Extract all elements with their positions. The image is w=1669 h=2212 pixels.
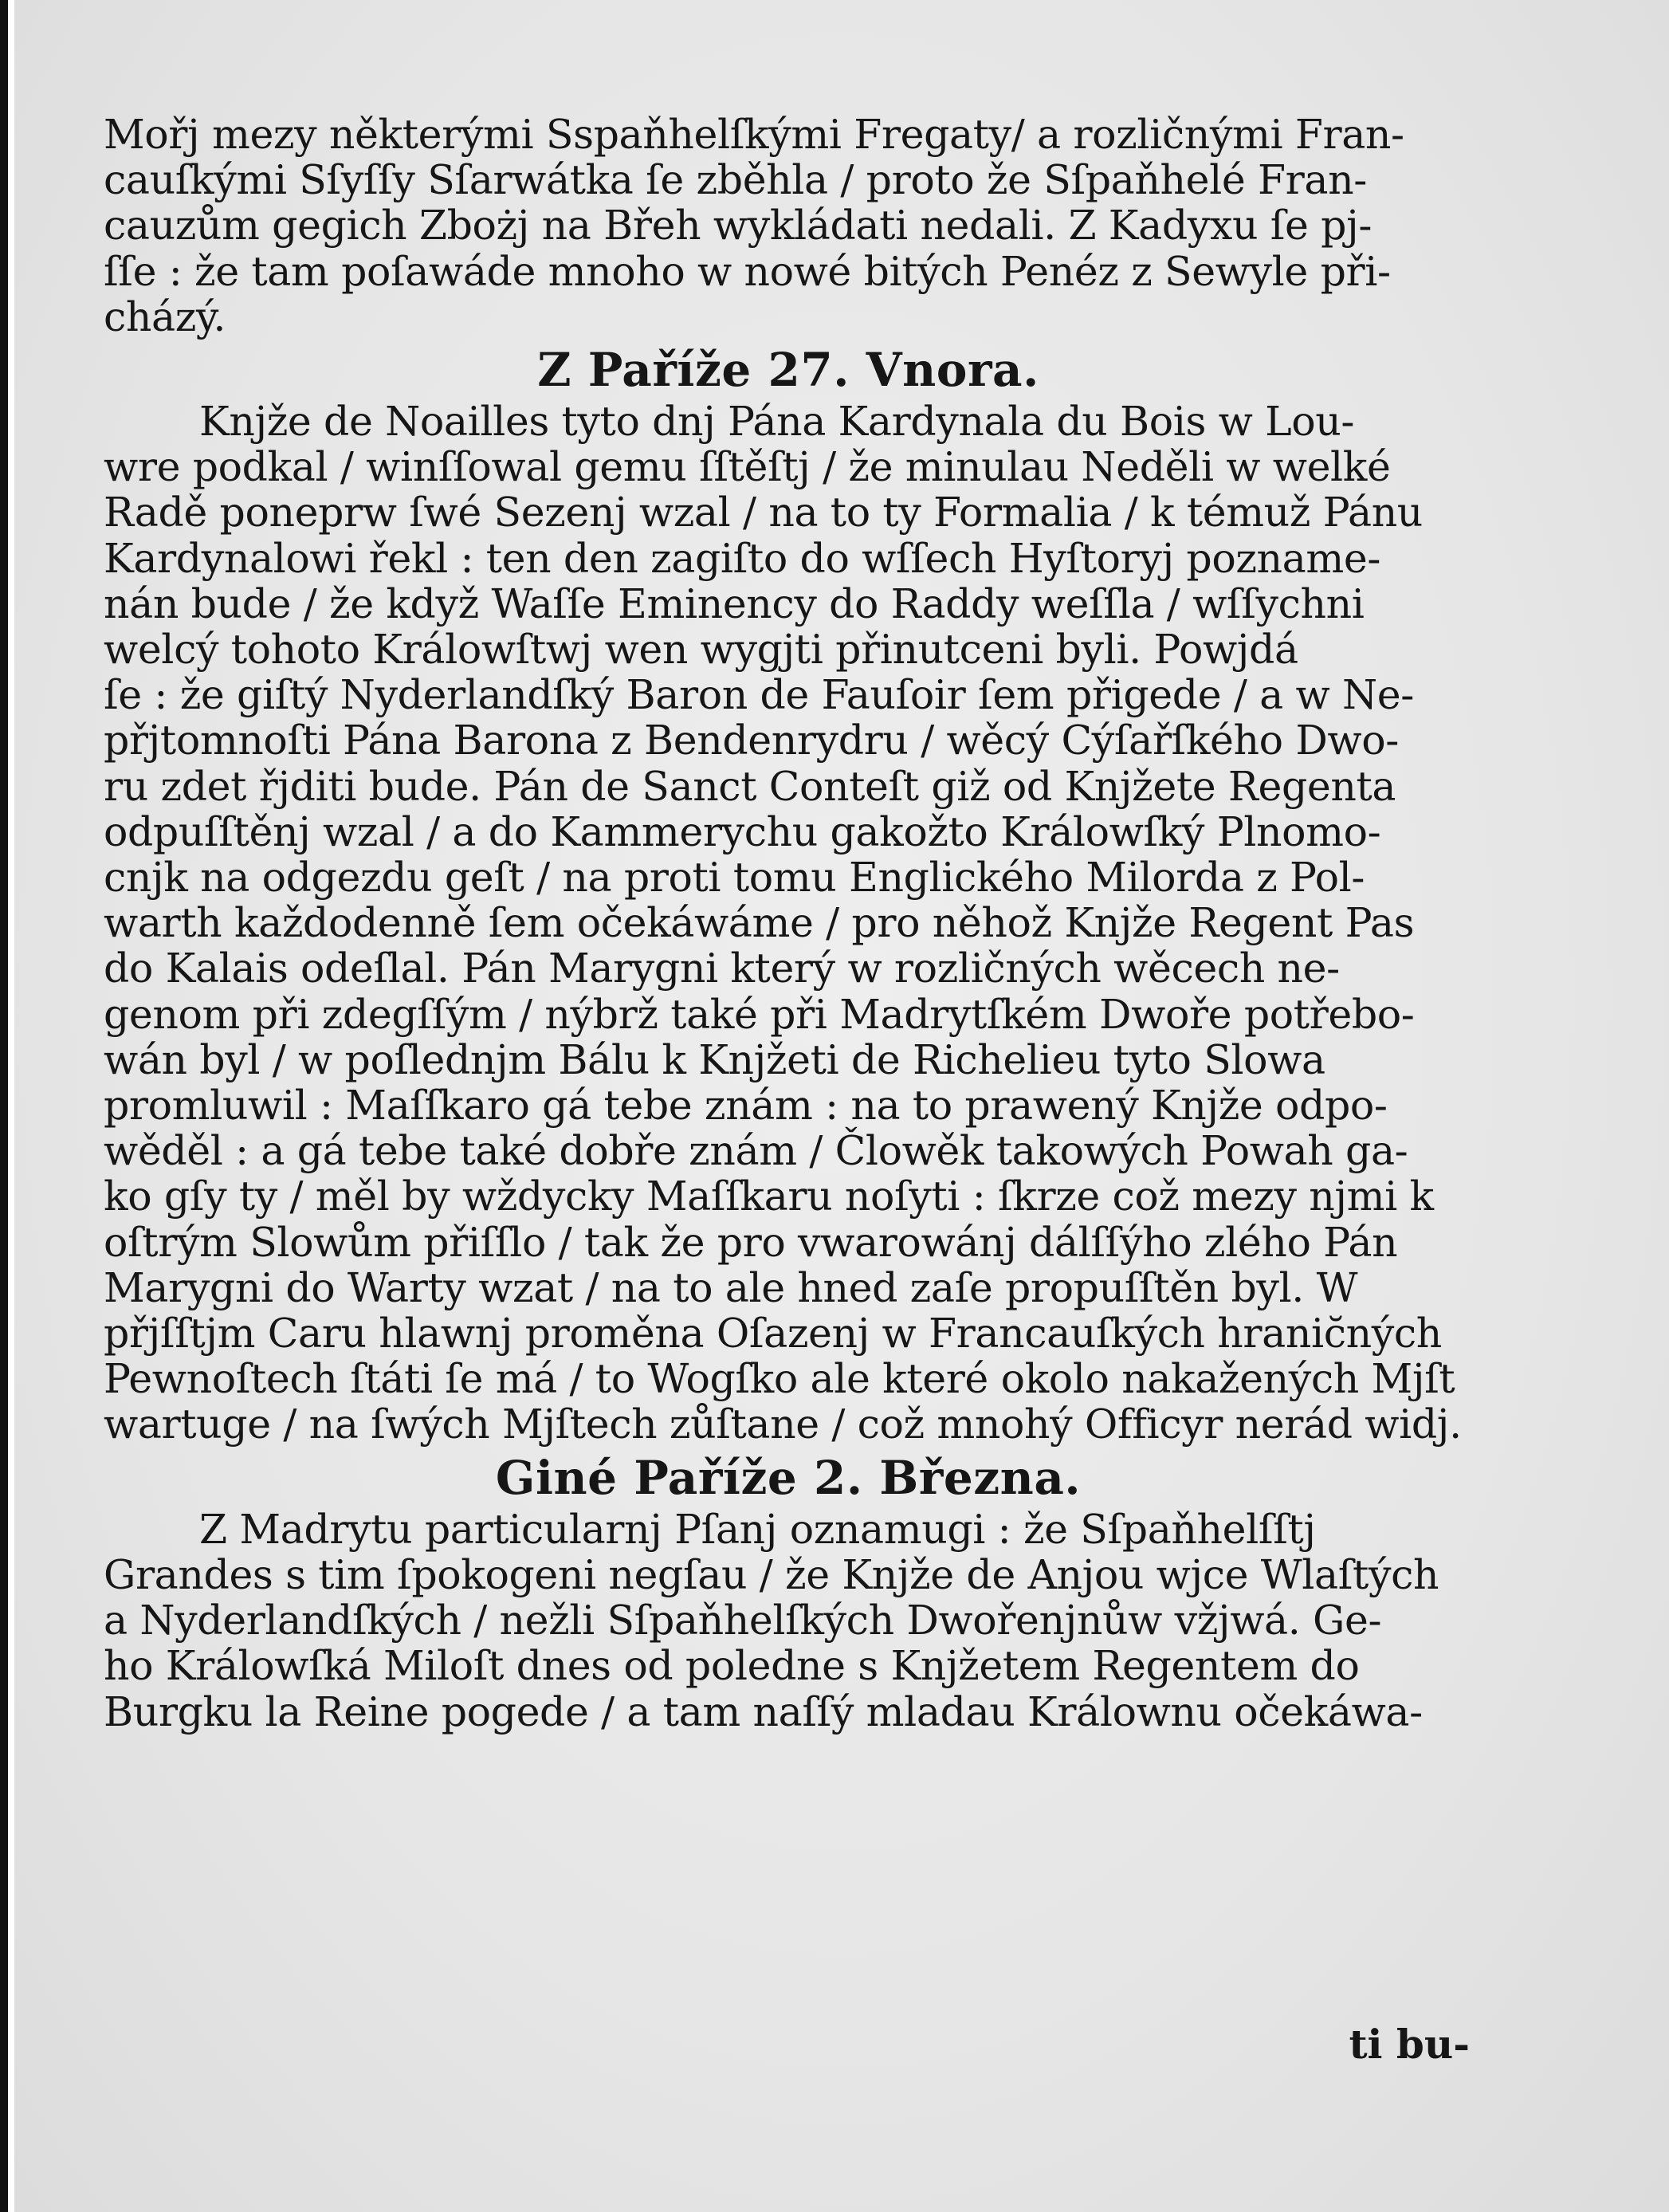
catchword: ti bu- <box>1349 2021 1470 2068</box>
paragraph-ships-news: Mořj mezy některými Sspaňhelſkými Fregaty/ a rozličnými Fran- cauſkými Sſyſſy Sſarwátka ſe zběhla / proto že Sſpaňhelé Fran- cauzům gegich Zbożj na Břeh wykládati nedali. Z Kadyxu ſe pj- ſſe : že tam poſawáde mnoho w nowé bitých Penéz z Sewyle při- cházý. <box>104 111 1404 340</box>
page-body <box>104 112 1473 1735</box>
paragraph-paris-court-news: Knjže de Noailles tyto dnj Pána Kardynala du Bois w Lou- wre podkal / winſſowal gemu ſſtěſtj / že minulau Neděli w welké Radě poneprw ſwé Sezenj wzal / na to ty Formalia / k témuž Pánu Kardynalowi řekl : ten den zagiſto do wſſech Hyſtoryj pozname- nán bude / že když Waſſe Eminency do Raddy weſſla / wſſychni welcý tohoto Králowſtwj wen wygjti přinutceni byli. Powjdá ſe : že giſtý Nyderlandſký Baron de Fauſoir ſem přigede / a w Ne- přjtomnoſti Pána Barona z Bendenrydru / wěcý Cýſařſkého Dwo- ru zdet řjditi bude. Pán de Sanct Conteſt giž od Knjžete Regenta odpuſſtěnj wzal / a do Kammerychu gakožto Králowſký Plnomo- cnjk na odgezdu geſt / na proti tomu Englického Milorda z Pol- warth každodenně ſem očekáwáme / pro něhož Knjže Regent Pas do Kalais odeſlal. Pán Marygni který w rozličných wěcech ne- genom při zdegſſým / nýbrž také při Madrytſkém Dwoře potřebo- wán byl / w poſlednjm Bálu k Knjžeti de Richelieu tyto Slowa promluwil : Maſſkaro gá tebe znám : na to prawený Knjže odpo- wěděl : a gá tebe také dobře znám / Člowěk takowých Powah ga- ko gſy ty / měl by wždycky Maſſkaru noſyti : ſkrze což mezy njmi k oſtrým Slowům přiſſlo / tak že pro vwarowánj dálſſýho zlého Pán Marygni do Warty wzat / na to ale hned zaſe propuſſtěn byl. W přjſſtjm Caru hlawnj proměna Oſazenj w Francauſkých hranic̆ných Pewnoſtech ſtáti ſe má / to Wogſko ale které okolo nakažených Mjſt wartuge / na ſwých Mjſtech zůſtane / což mnohý Officyr nerád widj. <box>104 398 1462 1448</box>
scan-edge <box>0 0 8 2212</box>
heading-paris-march: Giné Paříže 2. Března. <box>495 1450 1082 1505</box>
scanned-page <box>14 0 1669 2212</box>
heading-paris-february: Z Paříže 27. Vnora. <box>537 343 1039 398</box>
paragraph-madrid-letters: Z Madrytu particularnj Pſanj oznamugi : že Sſpaňhelſſtj Grandes s tim ſpokogeni negſau / že Knjže de Anjou wjce Wlaſtých a Nyderlandſkých / nežli Sſpaňhelſkých Dwořenjnůw vžjwá. Ge- ho Králowſká Miloſt dnes od poledne s Knjžetem Regentem do Burgku la Reine pogede / a tam naſſý mladau Králownu očekáwa- <box>104 1505 1439 1735</box>
